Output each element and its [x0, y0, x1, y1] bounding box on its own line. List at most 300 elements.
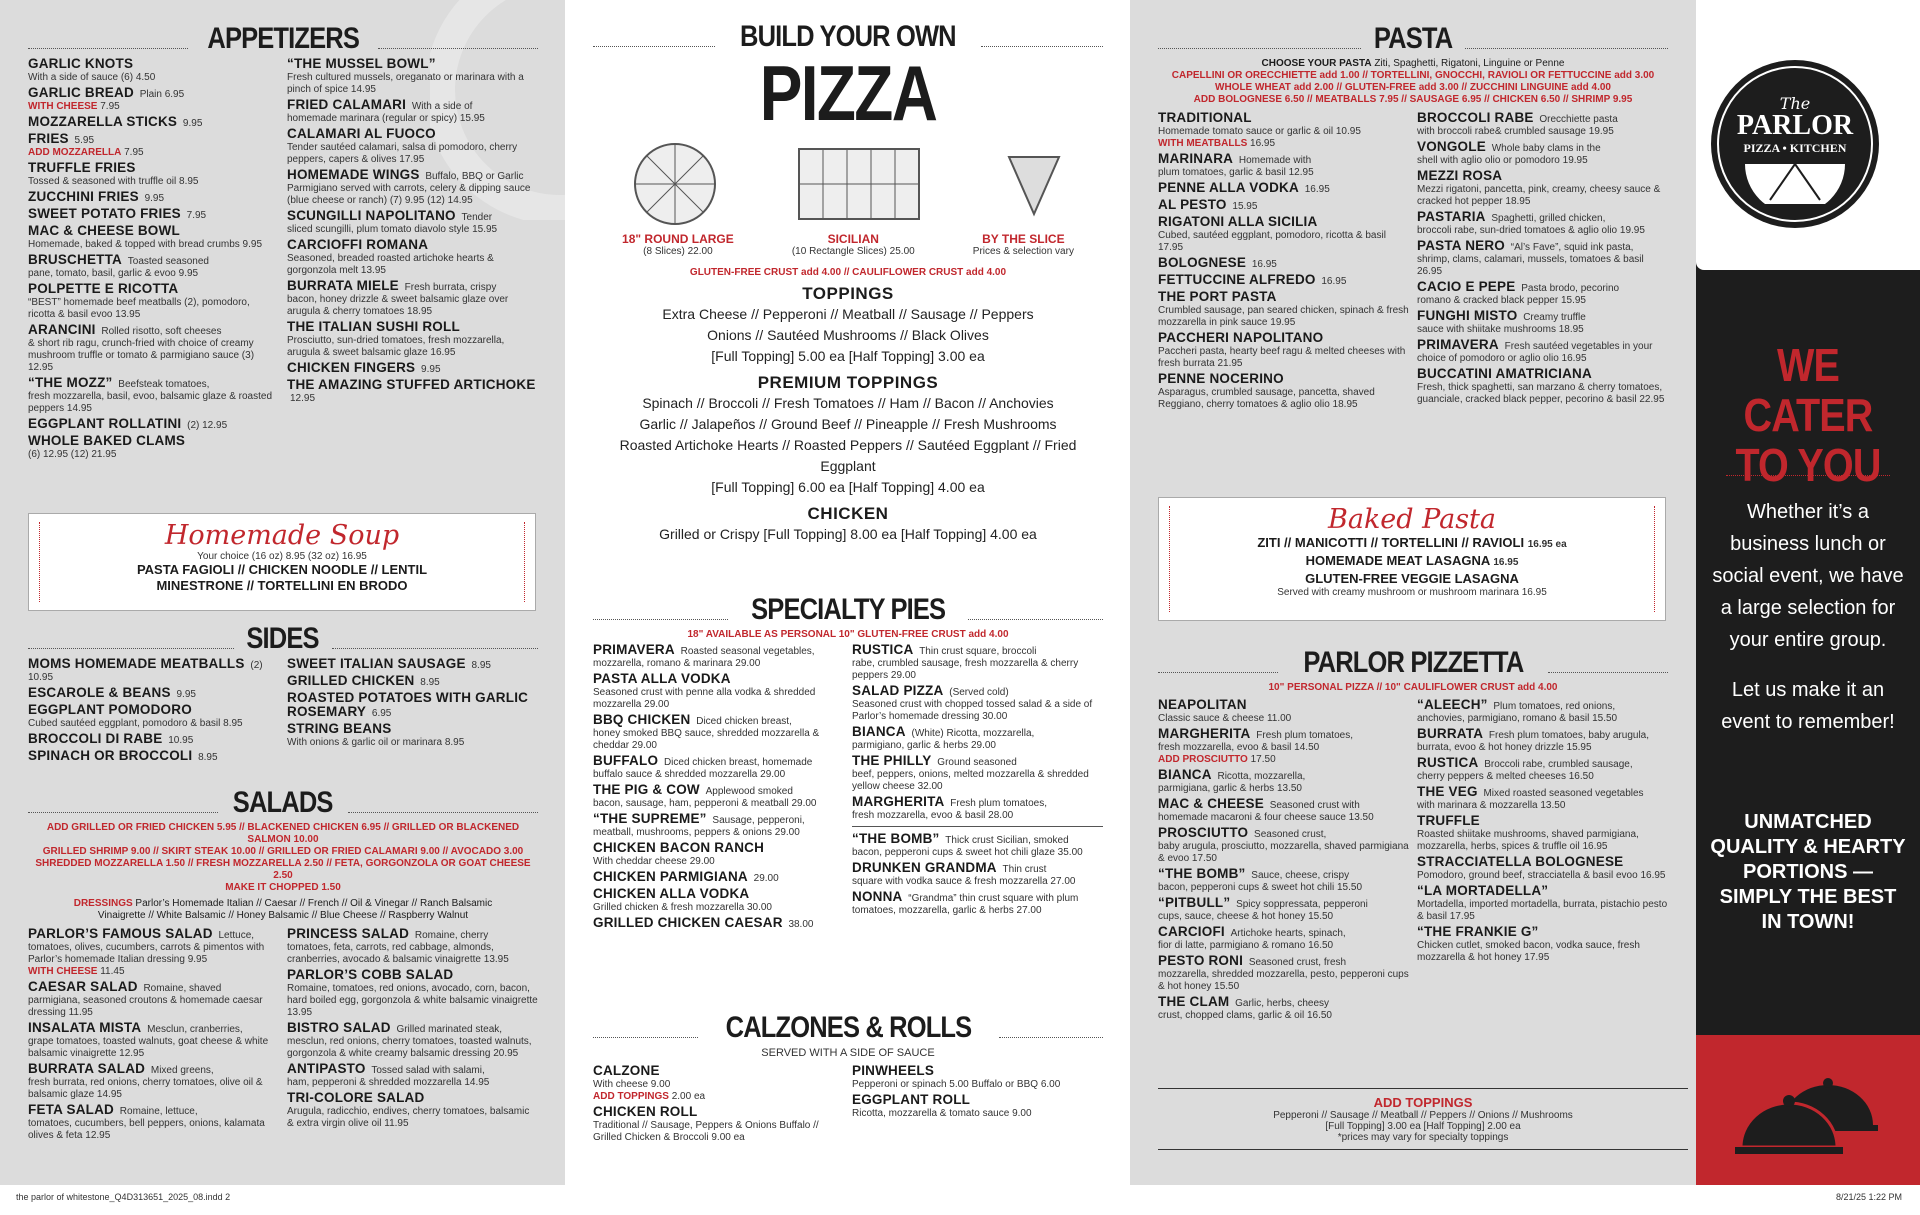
menu-item: [593, 673, 844, 711]
item-name: MAC & CHEESE BOWL: [28, 223, 180, 238]
item-inline: Plain 6.95: [139, 89, 185, 100]
item-desc: Cubed sautéed eggplant, pomodoro & basil 8.95: [28, 718, 243, 729]
item-desc: baby arugula, prosciutto, mozzarella, shaved parmigiana & evoo 17.50: [1158, 841, 1409, 864]
specialty-right-column: [852, 644, 1103, 934]
item-desc: Homemade tomato sauce or garlic & oil 10.95: [1158, 126, 1361, 137]
item-inline: Romaine, cherry: [414, 930, 489, 941]
item-inline: Whole baby clams in the: [1491, 143, 1601, 154]
menu-item: [287, 280, 538, 318]
item-name: FETTUCCINE ALFREDO: [1158, 272, 1316, 287]
item-name: WHOLE BAKED CLAMS: [28, 433, 186, 448]
item-name: SWEET ITALIAN SAUSAGE: [287, 656, 466, 671]
item-name: FRIES: [28, 131, 69, 146]
pasta-choose: CHOOSE YOUR PASTA Ziti, Spaghetti, Rigatoni, Linguine or Penne: [1261, 58, 1565, 69]
item-desc: Classic sauce & cheese 11.00: [1158, 713, 1292, 724]
menu-item: [287, 928, 538, 966]
salads-left-column: [28, 928, 279, 1145]
item-inline: 16.95: [1321, 276, 1347, 287]
item-name: BIANCA: [852, 724, 906, 739]
menu-item: [1417, 170, 1668, 208]
menu-item: [28, 1104, 279, 1142]
menu-item: [287, 723, 538, 749]
menu-item: [28, 283, 279, 321]
item-inline: Roasted seasonal vegetables,: [680, 646, 815, 657]
menu-item: [287, 1063, 538, 1089]
item-inline: 9.95: [421, 364, 441, 375]
menu-item: [1417, 786, 1668, 812]
item-inline: 29.00: [753, 873, 779, 884]
item-inline: Tossed salad with salami,: [371, 1065, 485, 1076]
salad-dressings: DRESSINGS Parlor’s Homemade Italian // Caesar // French // Oil & Vinegar // Ranch Balsamic Vinaigrette // White Balsamic // Honey Balsamic // Blue Cheese // Raspberry Walnut: [73, 898, 493, 921]
item-name: BOLOGNESE: [1158, 255, 1247, 270]
item-name: NONNA: [852, 889, 903, 904]
menu-item: [1158, 798, 1409, 824]
menu-item: [1158, 769, 1409, 795]
item-desc: sauce with shiitake mushrooms 18.95: [1417, 324, 1584, 335]
item-inline: 8.95: [471, 660, 491, 671]
menu-item: [1417, 141, 1668, 167]
item-desc: Arugula, radicchio, endives, cherry tomatoes, balsamic & extra virgin olive oil 11.95: [287, 1106, 530, 1129]
item-inline: Fresh burrata, crispy: [404, 282, 497, 293]
item-desc: fresh mozzarella, evoo & basil 28.00: [852, 810, 1014, 821]
menu-item: [287, 321, 538, 359]
menu-item: [287, 99, 538, 125]
item-name: SCUNGILLI NAPOLITANO: [287, 208, 456, 223]
item-desc: bacon, honey drizzle & sweet balsamic glaze over arugula & cherry tomatoes 18.95: [287, 294, 509, 317]
footer-file: the parlor of whitestone_Q4D313651_2025_08.indd 2: [16, 1192, 231, 1202]
item-inline: “Al’s Fave”, squid ink pasta,: [1510, 242, 1634, 253]
item-desc: choice of pomodoro or aglio olio 16.95: [1417, 353, 1587, 364]
item-desc: Seasoned crust with penne alla vodka & shredded mozzarella 29.00: [593, 687, 816, 710]
item-name: BURRATA: [1417, 726, 1484, 741]
item-desc: honey smoked BBQ sauce, shredded mozzarella & cheddar 29.00: [593, 728, 820, 751]
item-name: CHICKEN BACON RANCH: [593, 840, 765, 855]
item-inline: Spaghetti, grilled chicken,: [1491, 213, 1606, 224]
item-desc: crust, chopped clams, garlic & oil 16.50: [1158, 1010, 1332, 1021]
menu-item: [287, 239, 538, 277]
menu-item: [593, 888, 844, 914]
menu-item: [28, 87, 279, 113]
extra-price: 2.00 ea: [671, 1091, 706, 1102]
item-name: “THE BOMB”: [852, 831, 940, 846]
item-name: DRUNKEN GRANDMA: [852, 860, 997, 875]
item-name: MOMS HOMEMADE MEATBALLS: [28, 656, 245, 671]
sides-heading: SIDES: [28, 624, 538, 654]
item-desc: (6) 12.95 (12) 21.95: [28, 449, 117, 460]
extra-label: WITH MEATBALLS: [1158, 138, 1248, 149]
item-name: CARCIOFI: [1158, 924, 1225, 939]
item-name: CHICKEN PARMIGIANA: [593, 869, 748, 884]
homemade-soup-card: [28, 513, 536, 611]
item-inline: Sausage, pepperoni,: [712, 815, 805, 826]
item-desc: sliced scungilli, plum tomato diavolo style 15.95: [287, 224, 498, 235]
item-name: FRIED CALAMARI: [287, 97, 407, 112]
item-name: GRILLED CHICKEN CAESAR: [593, 915, 783, 930]
item-name: GARLIC KNOTS: [28, 56, 134, 71]
item-name: RUSTICA: [1417, 755, 1479, 770]
menu-item: [28, 162, 279, 188]
item-name: RIGATONI ALLA SICILIA: [1158, 214, 1318, 229]
item-name: RUSTICA: [852, 642, 914, 657]
item-name: PASTA ALLA VODKA: [593, 671, 731, 686]
menu-item: [1417, 368, 1668, 406]
item-inline: Romaine, shaved: [143, 983, 222, 994]
item-inline: Toasted seasoned: [127, 256, 209, 267]
item-name: POLPETTE E RICOTTA: [28, 281, 179, 296]
item-inline: 16.95: [1251, 259, 1277, 270]
menu-item: [28, 254, 279, 280]
item-name: SWEET POTATO FRIES: [28, 206, 181, 221]
item-inline: Diced chicken breast,: [696, 716, 792, 727]
item-desc: & short rib ragu, crunch-fried with choice of creamy mushroom truffle or tomato & parmigiano sauce (3) 12.95: [28, 338, 255, 373]
item-desc: homemade marinara (regular or spicy) 15.95: [287, 113, 485, 124]
sides-left-column: [28, 658, 279, 767]
item-desc: anchovies, parmigiano, romano & basil 15.50: [1417, 713, 1618, 724]
item-name: THE VEG: [1417, 784, 1478, 799]
baked-pasta-title: Baked Pasta: [1328, 504, 1496, 535]
menu-item: [1158, 996, 1409, 1022]
menu-item: [28, 435, 279, 461]
item-name: SPINACH OR BROCCOLI: [28, 748, 193, 763]
item-name: NEAPOLITAN: [1158, 697, 1247, 712]
menu-item: [1158, 274, 1409, 288]
menu-item: [593, 871, 844, 885]
item-desc: with broccoli rabe& crumbled sausage 19.95: [1417, 126, 1614, 137]
item-name: PESTO RONI: [1158, 953, 1244, 968]
menu-item: [852, 1065, 1103, 1091]
item-name: BISTRO SALAD: [287, 1020, 391, 1035]
item-desc: fior di latte, parmigiano & romano 16.50: [1158, 940, 1334, 951]
premium-toppings-list: Spinach // Broccoli // Fresh Tomatoes // Ham // Bacon // Anchovies Garlic // Jalapeños // Ground Beef // Pineapple // Fresh Mushrooms Roasted Artichoke Hearts // Roasted Peppers // Sautéed Eggplant // Fried Eggplant [Full Topping] 6.00 ea [Half Topping] 4.00 ea: [619, 395, 1077, 495]
item-name: BUCCATINI AMATRICIANA: [1417, 366, 1592, 381]
item-inline: (2) 12.95: [187, 420, 228, 431]
item-inline: Mixed greens,: [150, 1065, 214, 1076]
item-inline: (White) Ricotta, mozzarella,: [911, 728, 1035, 739]
item-inline: 5.95: [74, 135, 95, 146]
item-desc: With onions & garlic oil or marinara 8.95: [287, 737, 465, 748]
item-desc: mozzarella, romano & marinara 29.00: [593, 658, 761, 669]
item-inline: Seasoned crust with: [1269, 800, 1360, 811]
item-name: THE PIG & COW: [593, 782, 700, 797]
item-name: VONGOLE: [1417, 139, 1486, 154]
crust-options: GLUTEN-FREE CRUST add 4.00 // CAULIFLOWER CRUST add 4.00: [689, 267, 1007, 278]
specialty-pies-heading: SPECIALTY PIES: [593, 595, 1103, 625]
panel-appetizers: [0, 0, 565, 1185]
item-desc: Pomodoro, ground beef, stracciatella & basil evoo 16.95: [1417, 870, 1666, 881]
item-name: THE PORT PASTA: [1158, 289, 1277, 304]
item-desc: shrimp, clams, calamari, mussels, tomatoes & basil 26.95: [1417, 254, 1644, 277]
item-inline: Grilled marinated steak,: [396, 1024, 503, 1035]
item-inline: Fresh plum tomatoes,: [1256, 730, 1353, 741]
item-extra: [28, 101, 279, 113]
menu-item: [593, 784, 844, 810]
item-extra: [28, 966, 279, 978]
item-name: BUFFALO: [593, 753, 659, 768]
item-name: GARLIC BREAD: [28, 85, 134, 100]
item-name: TRUFFLE FRIES: [28, 160, 136, 175]
add-toppings-box: ADD TOPPINGS Pepperoni // Sausage // Meatball // Peppers // Onions // Mushrooms [Full Topping] 3.00 ea [Half Topping] 2.00 ea *prices may vary for specialty toppings: [1158, 1088, 1688, 1150]
item-name: PARLOR’S FAMOUS SALAD: [28, 926, 213, 941]
menu-item: [852, 833, 1103, 859]
item-name: PACCHERI NAPOLITANO: [1158, 330, 1324, 345]
item-inline: Mixed roasted seasoned vegetables: [1483, 788, 1644, 799]
menu-item: [1158, 955, 1409, 993]
item-name: CARCIOFFI ROMANA: [287, 237, 429, 252]
item-name: “THE MUSSEL BOWL”: [287, 56, 436, 71]
item-name: PROSCIUTTO: [1158, 825, 1249, 840]
cloche-icon: [1723, 1055, 1893, 1165]
item-desc: Seasoned crust with chopped tossed salad & a side of Parlor’s homemade dressing 30.00: [852, 699, 1093, 722]
soup-title: Homemade Soup: [164, 520, 400, 551]
item-desc: Fresh cultured mussels, oreganato or marinara with a pinch of spice 14.95: [287, 72, 524, 95]
item-desc: bacon, pepperoni cups & sweet hot chili 15.50: [1158, 882, 1363, 893]
item-desc: meatball, mushrooms, peppers & onions 29.00: [593, 827, 800, 838]
item-name: “THE SUPREME”: [593, 811, 707, 826]
item-name: AL PESTO: [1158, 197, 1227, 212]
item-name: BROCCOLI DI RABE: [28, 731, 163, 746]
menu-item: [852, 796, 1103, 822]
appetizers-right-column: [287, 58, 538, 464]
item-name: BBQ CHICKEN: [593, 712, 691, 727]
item-name: “THE FRANKIE G”: [1417, 924, 1539, 939]
item-inline: Thick crust Sicilian, smoked: [945, 835, 1069, 846]
extra-label: ADD MOZZARELLA: [28, 147, 122, 158]
parlor-logo: The PARLOR PIZZA • KITCHEN: [1711, 60, 1879, 228]
item-name: PENNE NOCERINO: [1158, 371, 1284, 386]
item-desc: Mortadella, imported mortadella, burrata, pistachio pesto & basil 17.95: [1417, 899, 1668, 922]
menu-item: [1158, 868, 1409, 894]
item-desc: burrata, evoo & hot honey drizzle 15.95: [1417, 742, 1592, 753]
item-name: BURRATA MIELE: [287, 278, 399, 293]
item-desc: Tossed & seasoned with truffle oil 8.95: [28, 176, 199, 187]
item-inline: 6.95: [371, 708, 392, 719]
item-desc: buffalo sauce & shredded mozzarella 29.00: [593, 769, 786, 780]
item-inline: Tender: [461, 212, 493, 223]
menu-item: [1158, 827, 1409, 865]
pizzetta-sub: 10" PERSONAL PIZZA // 10" CAULIFLOWER CRUST add 4.00: [1268, 682, 1558, 693]
menu-item: [1158, 728, 1409, 766]
soup-choice: Your choice (16 oz) 8.95 (32 oz) 16.95: [197, 551, 367, 562]
item-desc: grape tomatoes, toasted walnuts, goat cheese & white balsamic vinaigrette 12.95: [28, 1036, 269, 1059]
item-desc: Fresh, thick spaghetti, san marzano & cherry tomatoes, guanciale, cracked black pepper, pecorino & basil 22.95: [1417, 382, 1665, 405]
item-name: PASTARIA: [1417, 209, 1486, 224]
menu-item: [28, 1063, 279, 1101]
menu-item: [1417, 885, 1668, 923]
calzones-heading: CALZONES & ROLLS: [593, 1013, 1103, 1043]
menu-item: [28, 1022, 279, 1060]
extra-price: 11.45: [100, 966, 125, 977]
appetizers-left-column: [28, 58, 279, 464]
item-desc: rabe, crumbled sausage, fresh mozzarella & cherry peppers 29.00: [852, 658, 1079, 681]
calzones-left-column: [593, 1065, 844, 1147]
item-inline: 8.95: [198, 752, 218, 763]
item-name: THE PHILLY: [852, 753, 932, 768]
item-desc: Homemade, baked & topped with bread crumbs 9.95: [28, 239, 263, 250]
item-inline: Thin crust square, broccoli: [919, 646, 1037, 657]
item-desc: Traditional // Sausage, Peppers & Onions Buffalo // Grilled Chicken & Broccoli 9.00 ea: [593, 1120, 819, 1143]
item-desc: broccoli rabe, sun-dried tomatoes & aglio olio 19.95: [1417, 225, 1645, 236]
pasta-left-column: [1158, 112, 1409, 414]
item-inline: 38.00: [788, 919, 814, 930]
toppings-heading: TOPPINGS: [802, 284, 894, 303]
menu-item: [28, 981, 279, 1019]
item-desc: Chicken cutlet, smoked bacon, vodka sauce, fresh mozzarella & hot honey 17.95: [1417, 940, 1640, 963]
item-name: FUNGHI MISTO: [1417, 308, 1518, 323]
menu-item: [287, 128, 538, 166]
panel-pizza: [565, 0, 1130, 1185]
item-desc: Pepperoni or spinach 5.00 Buffalo or BBQ 6.00: [852, 1079, 1061, 1090]
item-inline: 9.95: [182, 118, 203, 129]
item-desc: Mezzi rigatoni, pancetta, pink, creamy, cheesy sauce & cracked hot pepper 18.95: [1417, 184, 1661, 207]
item-desc: With cheddar cheese 29.00: [593, 856, 715, 867]
item-desc: shell with aglio olio or pomodoro 19.95: [1417, 155, 1588, 166]
menu-item: [1417, 856, 1668, 882]
item-name: THE ITALIAN SUSHI ROLL: [287, 319, 460, 334]
menu-item: [1417, 211, 1668, 237]
menu-item: [593, 644, 844, 670]
menu-item: [28, 687, 279, 701]
item-name: BURRATA SALAD: [28, 1061, 146, 1076]
item-inline: Fresh plum tomatoes,: [950, 798, 1047, 809]
item-inline: Fresh sautéed vegetables in your: [1504, 341, 1653, 352]
item-name: HOMEMADE WINGS: [287, 167, 420, 182]
item-desc: bacon, sausage, ham, pepperoni & meatball 29.00: [593, 798, 817, 809]
menu-item: [1158, 153, 1409, 179]
item-name: BRUSCHETTA: [28, 252, 122, 267]
menu-item: [852, 862, 1103, 888]
item-desc: “BEST” homemade beef meatballs (2), pomodoro, ricotta & basil evoo 13.95: [28, 297, 250, 320]
item-inline: Diced chicken breast, homemade: [663, 757, 813, 768]
item-desc: homemade macaroni & four cheese sauce 13.50: [1158, 812, 1374, 823]
item-inline: Ricotta, mozzarella,: [1217, 771, 1306, 782]
pizza-slice-icon: [1004, 149, 1064, 219]
item-name: STRACCIATELLA BOLOGNESE: [1417, 854, 1624, 869]
extra-price: 16.95: [1250, 138, 1276, 149]
cater-slogan: UNMATCHED QUALITY & HEARTY PORTIONS — SIMPLY THE BEST IN TOWN!: [1710, 811, 1906, 933]
item-name: PARLOR’S COBB SALAD: [287, 967, 454, 982]
item-inline: Romaine, lettuce,: [119, 1106, 198, 1117]
extra-label: ADD TOPPINGS: [593, 1091, 669, 1102]
item-desc: cups, sauce, cheese & hot honey 15.50: [1158, 911, 1334, 922]
menu-item: [28, 225, 279, 251]
item-name: “THE MOZZ”: [28, 375, 113, 390]
item-inline: Orecchiette pasta: [1539, 114, 1618, 125]
item-name: ESCAROLE & BEANS: [28, 685, 171, 700]
item-extra: [1158, 754, 1409, 766]
baked-pasta-card: Baked Pasta ZITI // MANICOTTI // TORTELLINI // RAVIOLI 16.95 ea HOMEMADE MEAT LASAGNA 16.95 GLUTEN-FREE VEGGIE LASAGNA Served with creamy mushroom or mushroom marinara 16.95: [1158, 497, 1666, 621]
item-name: PRIMAVERA: [1417, 337, 1499, 352]
item-name: THE CLAM: [1158, 994, 1230, 1009]
menu-item: [28, 324, 279, 374]
item-name: BIANCA: [1158, 767, 1212, 782]
item-desc: mesclun, red onions, cherry tomatoes, toasted walnuts, gorgonzola & white creamy balsamic dressing 20.95: [287, 1036, 532, 1059]
item-inline: 7.95: [186, 210, 207, 221]
item-name: PASTA NERO: [1417, 238, 1506, 253]
menu-item: [287, 58, 538, 96]
item-desc: fresh burrata, red onions, cherry tomatoes, olive oil & balsamic glaze 14.95: [28, 1077, 263, 1100]
item-desc: Asparagus, crumbled sausage, pancetta, shaved Reggiano, cherry tomatoes & aglio olio 18.95: [1158, 387, 1375, 410]
menu-item: [287, 675, 538, 689]
item-desc: Crumbled sausage, pan seared chicken, spinach & fresh mozzarella in pink sauce 19.95: [1158, 305, 1409, 328]
item-name: TRUFFLE: [1417, 813, 1480, 828]
item-desc: Tender sautéed calamari, salsa di pomodoro, cherry peppers, capers & olives 17.95: [287, 142, 518, 165]
item-desc: Parmigiano served with carrots, celery & dipping sauce (blue cheese or ranch) (7) 9.95 (12) 14.95: [287, 183, 531, 206]
menu-item: [1158, 291, 1409, 329]
extra-label: WITH CHEESE: [28, 101, 98, 112]
menu-item: [852, 891, 1103, 917]
menu-item: [593, 1106, 844, 1144]
item-name: GRILLED CHICKEN: [287, 673, 415, 688]
item-desc: parmigiana, seasoned croutons & homemade caesar dressing 11.95: [28, 995, 263, 1018]
menu-item: [1158, 897, 1409, 923]
menu-item: [28, 928, 279, 978]
item-desc: Ricotta, mozzarella & tomato sauce 9.00: [852, 1108, 1032, 1119]
pizzetta-left-column: [1158, 699, 1409, 1025]
panel-pasta: [1130, 0, 1696, 1185]
item-desc: tomatoes, mozzarella, garlic & herbs 27.00: [852, 905, 1042, 916]
item-desc: plum tomatoes, garlic & basil 12.95: [1158, 167, 1314, 178]
item-inline: Homemade with: [1238, 155, 1312, 166]
pasta-right-column: [1417, 112, 1668, 414]
item-name: MEZZI ROSA: [1417, 168, 1503, 183]
item-name: MOZZARELLA STICKS: [28, 114, 178, 129]
item-name: ANTIPASTO: [287, 1061, 366, 1076]
menu-item: [1417, 112, 1668, 138]
item-desc: mozzarella, shredded mozzarella, pesto, pepperoni cups & hot honey 15.50: [1158, 969, 1409, 992]
round-pizza-icon: [632, 141, 718, 227]
menu-item: [593, 842, 844, 868]
premium-toppings-heading: PREMIUM TOPPINGS: [757, 373, 939, 392]
build-your-own-heading: BUILD YOUR OWN: [593, 22, 1103, 52]
menu-item: [593, 714, 844, 752]
item-name: MARINARA: [1158, 151, 1234, 166]
chicken-heading: CHICKEN: [807, 504, 889, 523]
menu-item: [852, 726, 1103, 752]
menu-item: [28, 750, 279, 764]
item-inline: Beefsteak tomatoes,: [118, 379, 210, 390]
item-name: MARGHERITA: [1158, 726, 1251, 741]
item-inline: Spicy soppressata, pepperoni: [1236, 899, 1368, 910]
menu-item: [852, 1094, 1103, 1120]
menu-item: [1158, 182, 1409, 196]
item-name: TRADITIONAL: [1158, 110, 1252, 125]
item-name: ROASTED POTATOES WITH GARLIC ROSEMARY: [287, 690, 529, 719]
item-name: EGGPLANT ROLL: [852, 1092, 971, 1107]
extra-price: 7.95: [124, 147, 144, 158]
menu-item: [28, 116, 279, 130]
salads-right-column: [287, 928, 538, 1145]
item-extra: [28, 147, 279, 159]
item-inline: Garlic, herbs, cheesy: [1235, 998, 1330, 1009]
item-inline: “Grandma” thin crust square with plum: [908, 893, 1079, 904]
menu-item: [1417, 728, 1668, 754]
chicken-topping: Grilled or Crispy [Full Topping] 8.00 ea [Half Topping] 4.00 ea: [659, 526, 1037, 542]
soup-line-1: PASTA FAGIOLI // CHICKEN NOODLE // LENTIL: [136, 562, 428, 577]
item-name: CHICKEN FINGERS: [287, 360, 416, 375]
item-desc: ham, pepperoni & shredded mozzarella 14.95: [287, 1077, 490, 1088]
item-name: PRINCESS SALAD: [287, 926, 410, 941]
pizzetta-right-column: [1417, 699, 1668, 1025]
menu-item: [287, 692, 538, 720]
menu-item: [1417, 281, 1668, 307]
menu-item: [287, 210, 538, 236]
item-desc: fresh mozzarella, evoo & basil 14.50: [1158, 742, 1320, 753]
item-inline: Ground seasoned: [937, 757, 1017, 768]
catering-footer: [1696, 1035, 1920, 1185]
menu-item: [287, 969, 538, 1019]
item-desc: Seasoned, breaded roasted artichoke hearts & gorgonzola melt 13.95: [287, 253, 494, 276]
menu-item: [1158, 199, 1409, 213]
